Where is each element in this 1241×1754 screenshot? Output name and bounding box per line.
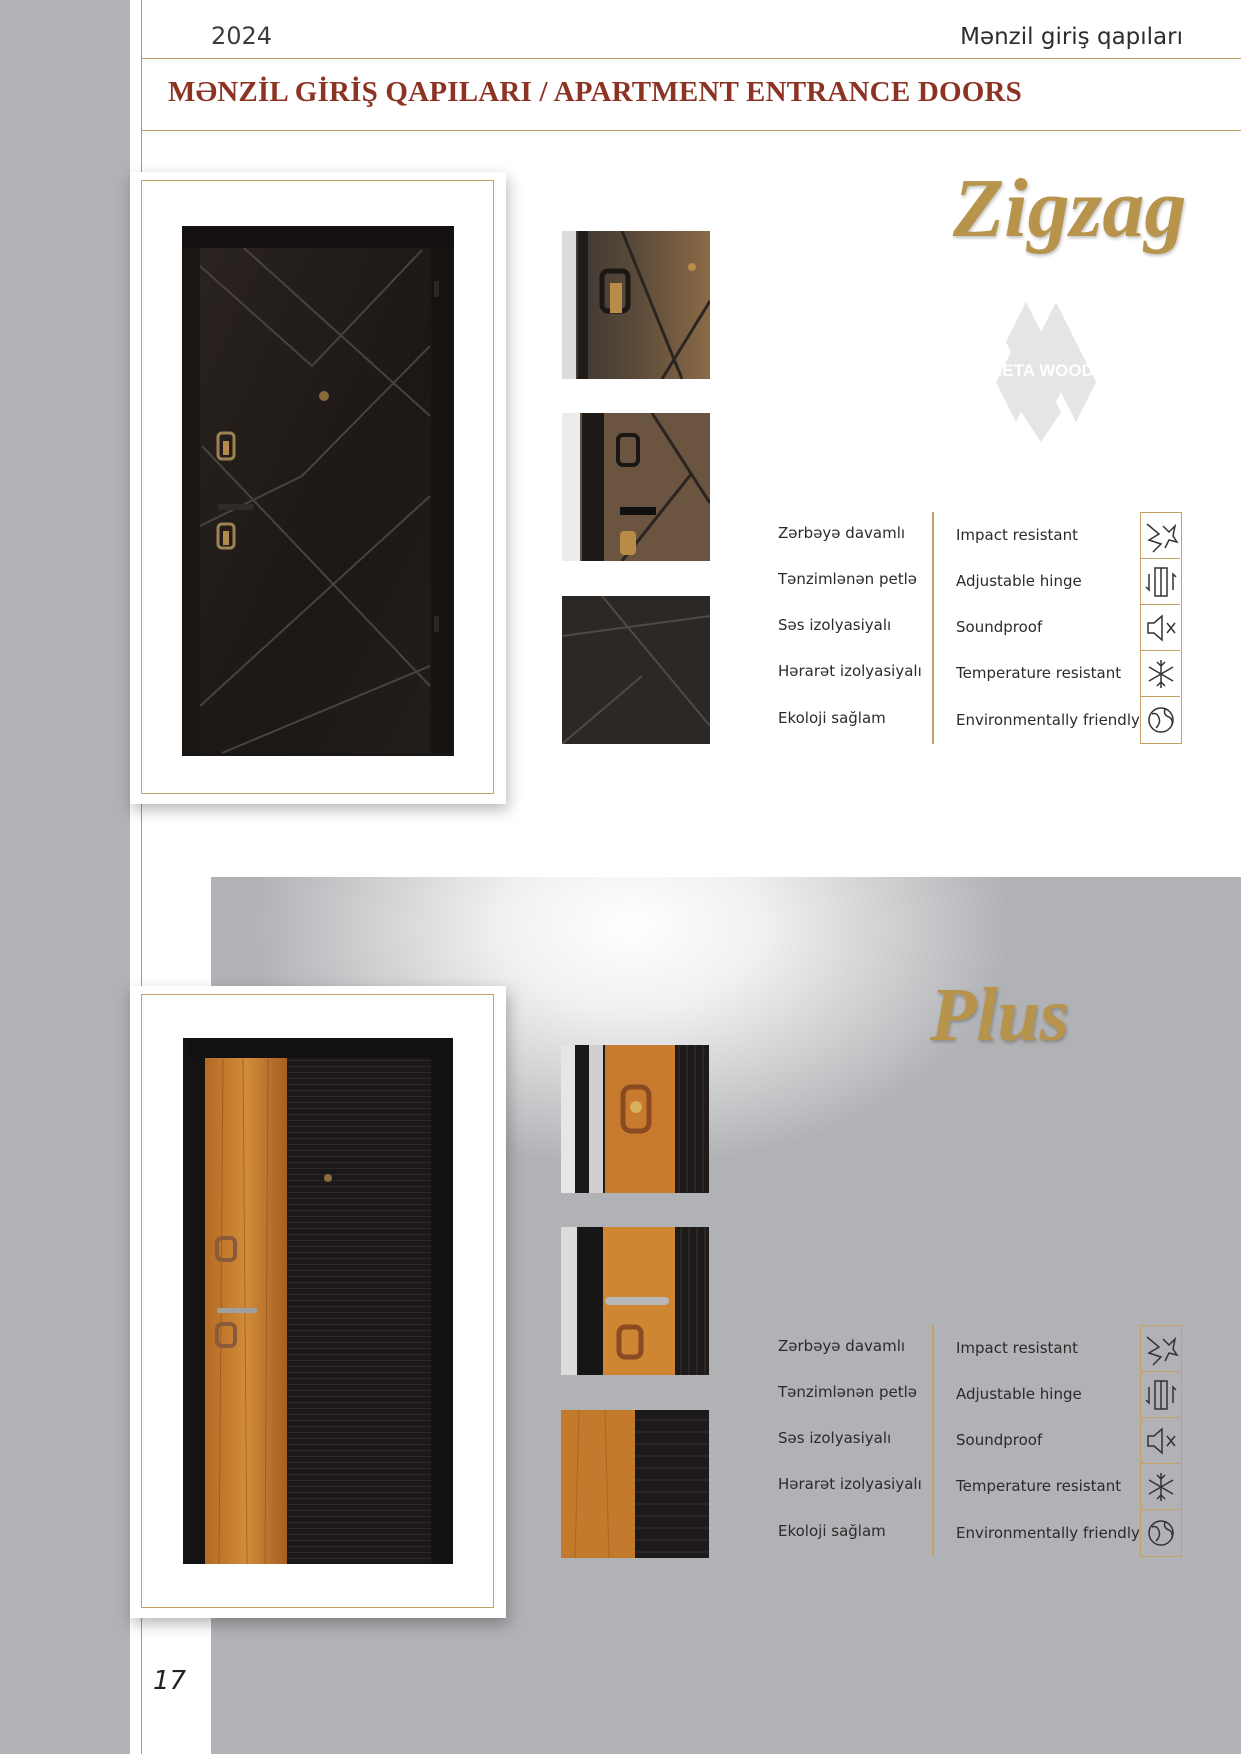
zigzag-handle-detail-thumb (562, 413, 710, 561)
plus-product-name: Plus (930, 973, 1070, 1057)
feature-az-sound: Səs izolyasiyalı (778, 1429, 892, 1447)
meta-wood-logo (986, 302, 1096, 442)
snowflake-icon (1143, 1465, 1179, 1509)
feature-en-sound: Soundproof (956, 618, 1043, 636)
feature-az-impact: Zərbəyə davamlı (778, 1337, 906, 1355)
feature-az-hinge: Tənzimlənən petlə (778, 570, 917, 588)
page-number: 17 (153, 1666, 187, 1696)
plus-handle-detail-thumb (561, 1227, 709, 1375)
feature-en-hinge: Adjustable hinge (956, 1385, 1082, 1403)
impact-icon (1143, 1327, 1179, 1371)
zigzag-door-card (130, 172, 506, 804)
feature-az-eco: Ekoloji sağlam (778, 709, 886, 727)
feature-en-temperature: Temperature resistant (956, 1477, 1122, 1495)
feature-en-eco: Environmentally friendly (956, 711, 1140, 729)
hinge-icon (1143, 1373, 1179, 1417)
mute-icon (1143, 1419, 1179, 1463)
title-divider (141, 130, 1241, 131)
feature-az-temperature: Hərarət izolyasiyalı (778, 1475, 922, 1493)
feature-az-eco: Ekoloji sağlam (778, 1522, 886, 1540)
hinge-icon (1143, 560, 1179, 604)
feature-az-hinge: Tənzimlənən petlə (778, 1383, 917, 1401)
feature-icon-column (1140, 512, 1182, 744)
feature-icon-column (1140, 1325, 1182, 1557)
eco-icon (1143, 698, 1179, 742)
feature-en-impact: Impact resistant (956, 1339, 1078, 1357)
zigzag-product-name: Zigzag (953, 162, 1187, 255)
page-title: MƏNZİL GİRİŞ QAPILARI / APARTMENT ENTRANCE DOORS (168, 76, 1022, 108)
mute-icon (1143, 606, 1179, 650)
zigzag-door-image (182, 226, 454, 756)
snowflake-icon (1143, 652, 1179, 696)
feature-en-sound: Soundproof (956, 1431, 1043, 1449)
feature-az-sound: Səs izolyasiyalı (778, 616, 892, 634)
impact-icon (1143, 514, 1179, 558)
feature-en-temperature: Temperature resistant (956, 664, 1122, 682)
feature-az-temperature: Hərarət izolyasiyalı (778, 662, 922, 680)
plus-features (778, 1325, 1198, 1563)
plus-door-image (183, 1038, 453, 1564)
plus-surface-detail-thumb (561, 1410, 709, 1558)
zigzag-features (778, 512, 1198, 750)
feature-en-impact: Impact resistant (956, 526, 1078, 544)
header-year: 2024 (211, 22, 273, 50)
feature-en-eco: Environmentally friendly (956, 1524, 1140, 1542)
feature-divider (932, 512, 934, 744)
plus-door-card (130, 986, 506, 1618)
zigzag-surface-detail-thumb (562, 596, 710, 744)
zigzag-lock-detail-thumb (562, 231, 710, 379)
feature-divider (932, 1325, 934, 1557)
eco-icon (1143, 1511, 1179, 1555)
feature-az-impact: Zərbəyə davamlı (778, 524, 906, 542)
feature-en-hinge: Adjustable hinge (956, 572, 1082, 590)
logo-text: META WOOD (988, 361, 1094, 380)
plus-lock-detail-thumb (561, 1045, 709, 1193)
header-divider (141, 58, 1241, 59)
header-section-name: Mənzil giriş qapıları (960, 24, 1183, 50)
